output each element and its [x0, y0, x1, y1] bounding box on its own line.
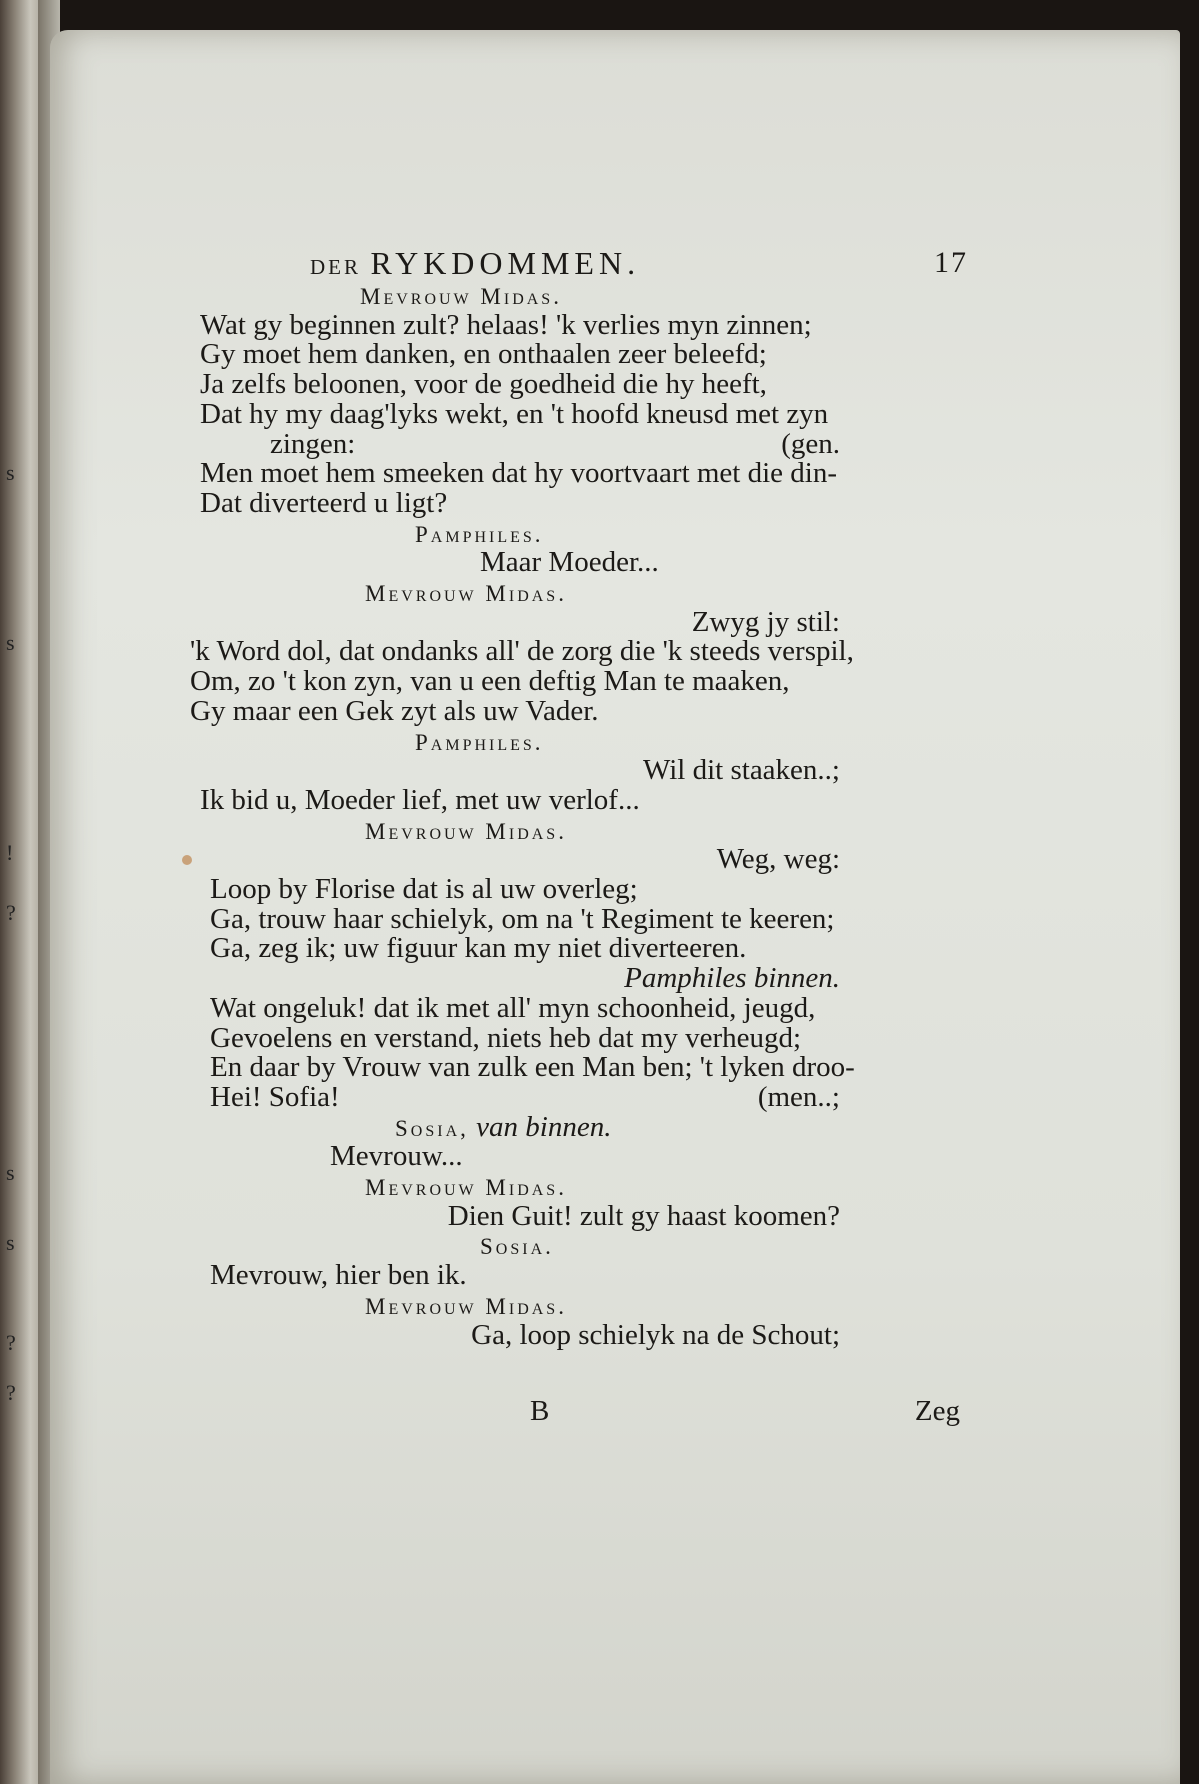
line-text: Zwyg jy stil: — [691, 605, 840, 638]
line-text: Dat hy my daag'lyks wekt, en 't hoofd kneusd met zyn — [200, 397, 829, 430]
line-text: Ga, zeg ik; uw figuur kan my niet diverteeren. — [210, 932, 747, 965]
book-page — [50, 30, 1180, 1784]
line-text: zingen: — [270, 427, 356, 460]
line-text: Om, zo 't kon zyn, van u een deftig Man te maaken, — [190, 665, 790, 698]
adjacent-page-glyph: s — [6, 1230, 15, 1255]
adjacent-page-glyph: ? — [6, 1330, 16, 1355]
turnover-text: (gen. — [781, 427, 840, 460]
turnover-text: (men..; — [757, 1080, 840, 1113]
line-text: Ga, trouw haar schielyk, om na 't Regiment te keeren; — [210, 902, 835, 935]
adjacent-page-glyph: ! — [6, 840, 14, 865]
line-text: Ga, loop schielyk na de Schout; — [471, 1318, 840, 1351]
line-text: Mevrouw Midas. — [365, 1175, 567, 1200]
line-text: Ik bid u, Moeder lief, met uw verlof... — [200, 783, 640, 816]
line-text: Gy maar een Gek zyt als uw Vader. — [190, 694, 599, 727]
adjacent-page-edge — [0, 0, 38, 1784]
catchword: Zeg — [914, 1395, 960, 1427]
adjacent-page-glyph: s — [6, 630, 15, 655]
verse-line — [200, 1318, 840, 1352]
line-text: Sosia. — [480, 1234, 554, 1260]
line-text: Dat diverteerd u ligt? — [200, 486, 448, 519]
line-text: Pamphiles. — [415, 521, 544, 547]
adjacent-page-glyph: ? — [6, 1380, 16, 1405]
line-text: Hei! Sofia! — [210, 1080, 340, 1113]
line-text: Wat gy beginnen zult? helaas! 'k verlies myn zinnen; — [200, 308, 812, 341]
line-text: Ja zelfs beloonen, voor de goedheid die hy heeft, — [200, 368, 767, 401]
running-head — [200, 245, 968, 281]
line-text: Maar Moeder... — [480, 546, 659, 579]
adjacent-page-glyph: s — [6, 1160, 15, 1185]
line-text: Pamphiles binnen. — [624, 962, 840, 995]
signature-mark: B — [530, 1395, 550, 1427]
paper-spot — [182, 855, 192, 865]
line-text: Mevrouw, hier ben ik. — [210, 1259, 467, 1292]
page-number: 17 — [934, 246, 968, 279]
page-footer — [200, 1394, 960, 1428]
adjacent-page-glyph: ? — [6, 900, 16, 925]
line-text: Men moet hem smeeken dat hy voortvaart met die din- — [200, 457, 838, 490]
line-text: Mevrouw Midas. — [365, 581, 567, 606]
adjacent-page-glyph: s — [6, 460, 15, 485]
line-text: Wil dit staaken..; — [643, 754, 840, 787]
line-text: Gevoelens en verstand, niets heb dat my verheugd; — [210, 1021, 802, 1054]
line-text: Mevrouw Midas. — [360, 284, 562, 309]
line-text: Mevrouw Midas. — [365, 1293, 567, 1319]
line-text: Gy moet hem danken, en onthaalen zeer beleefd; — [200, 338, 767, 371]
line-text: Dien Guit! zult gy haast koomen? — [447, 1199, 840, 1232]
line-text: Mevrouw Midas. — [365, 818, 567, 844]
line-text: En daar by Vrouw van zulk een Man ben; 't lyken droo- — [210, 1051, 855, 1084]
line-text: Loop by Florise dat is al uw overleg; — [210, 873, 638, 905]
line-text: Weg, weg: — [716, 843, 840, 876]
stage-direction: van binnen. — [468, 1110, 612, 1143]
line-text: 'k Word dol, dat ondanks all' de zorg die 'k steeds verspil, — [190, 635, 854, 668]
line-text: Wat ongeluk! dat ik met all' myn schoonheid, jeugd, — [210, 991, 816, 1024]
running-head-small: DER — [310, 255, 361, 279]
running-head-title: RYKDOMMEN. — [370, 245, 641, 281]
speaker-name: Sosia, — [395, 1115, 469, 1141]
line-text: Mevrouw... — [330, 1140, 463, 1173]
line-text: Pamphiles. — [415, 729, 544, 755]
